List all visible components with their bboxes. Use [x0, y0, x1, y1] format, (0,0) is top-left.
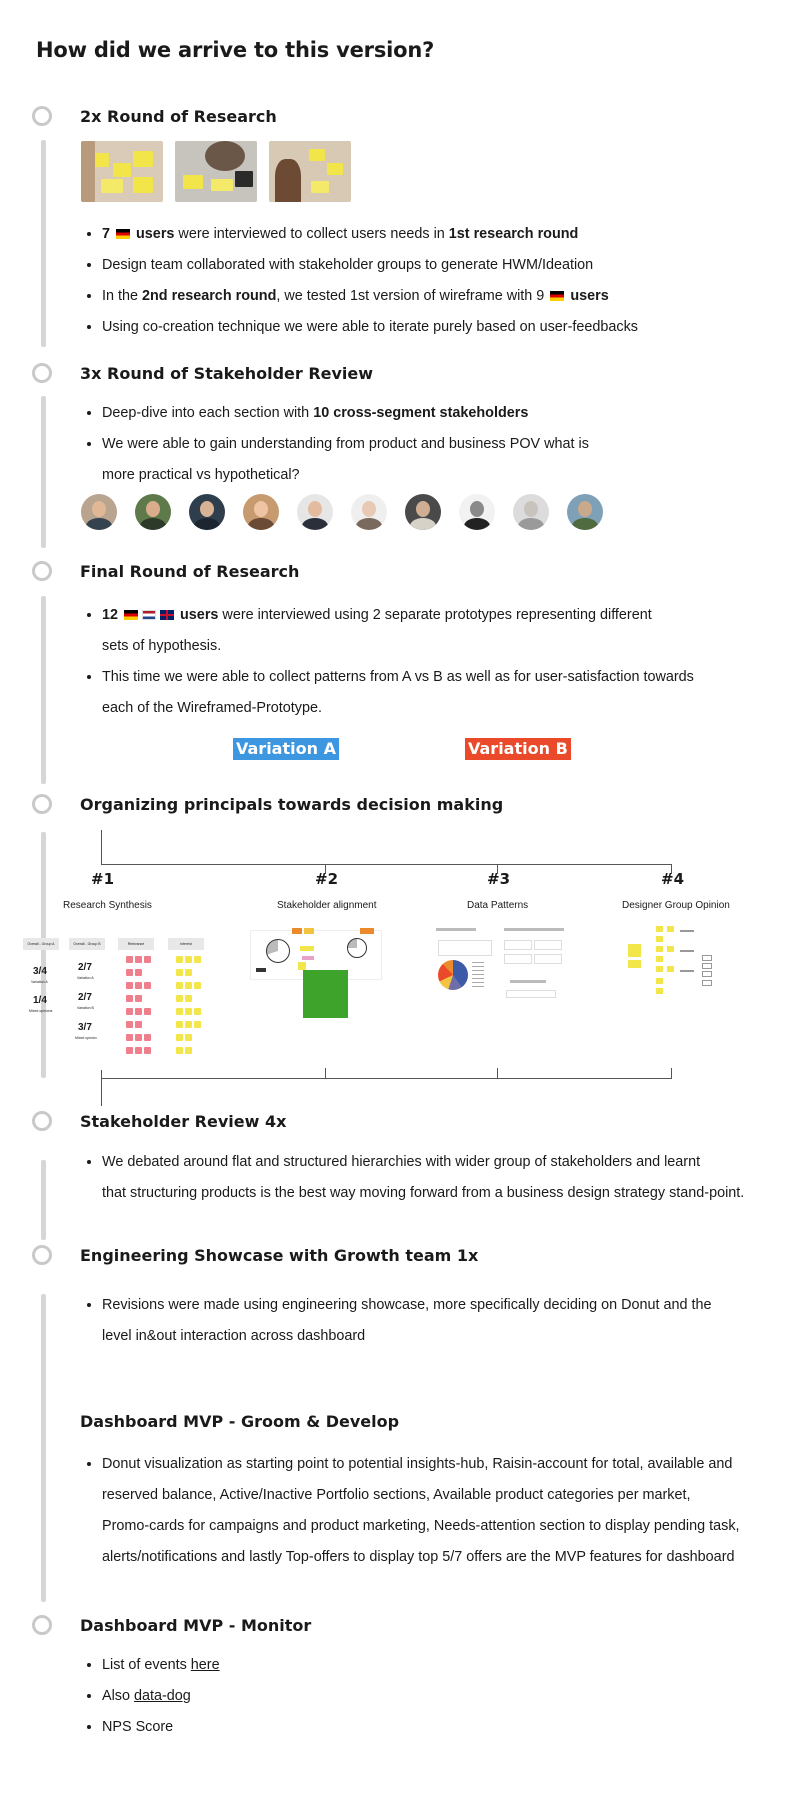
- step-label: Research Synthesis: [63, 900, 152, 911]
- research-photo-2: [175, 141, 257, 202]
- stakeholder-avatar: [135, 494, 171, 530]
- variation-a-label: Variation A: [233, 738, 339, 760]
- section-title: Final Round of Research: [80, 562, 300, 581]
- list-item: • Donut visualization as starting point to potential insights-hub, Raisin-account for total, available and reserved balance, Active/Inactive Portfolio sections, Available product categories per market, Promo-cards for campaigns and product marketing, Needs-attention section to display pending task, alerts/notifications and lastly Top-offers to display top 5/7 offers are the MVP features for dashboard: [102, 1449, 740, 1573]
- uk-flag-icon: [160, 610, 174, 620]
- timeline-node: [32, 363, 52, 383]
- sticky-note: [185, 1008, 192, 1015]
- timeline-segment: [41, 1294, 46, 1602]
- sticky-note: [144, 1047, 151, 1054]
- section-title: Dashboard MVP - Groom & Develop: [80, 1412, 400, 1431]
- step-label: Stakeholder alignment: [277, 900, 377, 911]
- timeline-node: [32, 1245, 52, 1265]
- synthesis-value-caption: Variation A: [77, 976, 94, 980]
- timeline-segment: [41, 396, 46, 548]
- list-item: • 7 users were interviewed to collect users needs in 1st research round: [102, 219, 638, 250]
- section-title: 3x Round of Stakeholder Review: [80, 364, 374, 383]
- bullet-list: [82, 1449, 740, 1573]
- sticky-note: [185, 1034, 192, 1041]
- sticky-note: [176, 956, 183, 963]
- bullet-list: [82, 1147, 744, 1209]
- process-bracket-line: [101, 1070, 102, 1106]
- synthesis-column-header: Relevance: [118, 938, 154, 950]
- section-title: 2x Round of Research: [80, 107, 277, 126]
- sticky-note: [176, 982, 183, 989]
- sticky-note: [135, 1047, 142, 1054]
- step-label: Designer Group Opinion: [622, 900, 730, 911]
- netherlands-flag-icon: [142, 610, 156, 620]
- sticky-note: [176, 1047, 183, 1054]
- sticky-note: [126, 969, 133, 976]
- timeline-node: [32, 1111, 52, 1131]
- synthesis-value-caption: Variation B: [77, 1006, 94, 1010]
- synthesis-value: 2/7: [78, 992, 92, 1003]
- timeline-segment: [41, 832, 46, 1078]
- stakeholder-avatar: [81, 494, 117, 530]
- process-bracket-line: [101, 1078, 672, 1079]
- sticky-note: [135, 1034, 142, 1041]
- sticky-note: [185, 995, 192, 1002]
- sticky-note: [176, 1008, 183, 1015]
- step-label: Data Patterns: [467, 900, 529, 911]
- section-title: Stakeholder Review 4x: [80, 1112, 287, 1131]
- sticky-note: [176, 995, 183, 1002]
- list-item: • We were able to gain understanding from product and business POV what is more practical vs hypothetical?: [102, 429, 589, 491]
- process-tick: [325, 1068, 326, 1078]
- bullet-list: [82, 1650, 220, 1743]
- list-item: • Revisions were made using engineering showcase, more specifically deciding on Donut and the level in&out interaction across dashboard: [102, 1290, 712, 1352]
- sticky-note: [126, 1034, 133, 1041]
- section-title: Dashboard MVP - Monitor: [80, 1616, 312, 1635]
- sticky-note: [194, 956, 201, 963]
- sticky-note: [194, 1021, 201, 1028]
- synthesis-value: 3/4: [33, 966, 47, 977]
- list-item: • Using co-creation technique we were able to iterate purely based on user-feedbacks: [102, 312, 638, 343]
- stakeholder-avatar: [405, 494, 441, 530]
- stakeholder-avatar: [243, 494, 279, 530]
- list-item: • This time we were able to collect patterns from A vs B as well as for user-satisfaction towards each of the Wireframed-Prototype.: [102, 662, 694, 724]
- sticky-note: [194, 982, 201, 989]
- stakeholder-avatar: [567, 494, 603, 530]
- timeline-segment: [41, 1160, 46, 1240]
- synthesis-column-header: Interest: [168, 938, 204, 950]
- sticky-note: [135, 995, 142, 1002]
- synthesis-value: 3/7: [78, 1022, 92, 1033]
- germany-flag-icon: [116, 229, 130, 239]
- germany-flag-icon: [550, 291, 564, 301]
- events-link[interactable]: here: [190, 1657, 220, 1673]
- list-item: • We debated around flat and structured hierarchies with wider group of stakeholders and learnt that structuring products is the best way moving forward from a business design strategy stand-point.: [102, 1147, 744, 1209]
- stakeholder-avatar: [351, 494, 387, 530]
- step-number: #1: [91, 870, 115, 888]
- list-item: • Deep-dive into each section with 10 cross-segment stakeholders: [102, 398, 589, 429]
- synthesis-value: 1/4: [33, 995, 47, 1006]
- stakeholder-avatar: [513, 494, 549, 530]
- sticky-note: [176, 1034, 183, 1041]
- data-pie-chart-icon: [438, 960, 468, 990]
- timeline-segment: [41, 140, 46, 347]
- process-bracket-line: [101, 864, 672, 865]
- process-tick: [671, 1068, 672, 1078]
- sticky-note: [185, 982, 192, 989]
- stakeholder-avatar: [459, 494, 495, 530]
- data-dog-link[interactable]: data-dog: [134, 1688, 191, 1704]
- sticky-note: [135, 1021, 142, 1028]
- bullet-list: [82, 600, 694, 724]
- sticky-note: [126, 1021, 133, 1028]
- sticky-note: [135, 1008, 142, 1015]
- section-title: Organizing principals towards decision making: [80, 795, 504, 814]
- page-title: How did we arrive to this version?: [36, 38, 435, 62]
- bullet-list: [82, 398, 589, 491]
- sticky-note: [185, 1047, 192, 1054]
- sticky-note: [185, 1021, 192, 1028]
- timeline-node: [32, 794, 52, 814]
- stakeholder-avatar: [297, 494, 333, 530]
- step-number: #3: [487, 870, 511, 888]
- sticky-note: [176, 969, 183, 976]
- list-item: • Design team collaborated with stakeholder groups to generate HWM/Ideation: [102, 250, 638, 281]
- list-item: • List of events here: [102, 1650, 220, 1681]
- sticky-note: [135, 956, 142, 963]
- synthesis-column-header: Overall - Group B: [69, 938, 105, 950]
- timeline-node: [32, 1615, 52, 1635]
- sticky-note: [176, 1021, 183, 1028]
- list-item: • In the 2nd research round, we tested 1st version of wireframe with 9 users: [102, 281, 638, 312]
- list-item: • NPS Score: [102, 1712, 220, 1743]
- pie-sketch-icon: [266, 939, 290, 963]
- alignment-note-card: [303, 970, 348, 1018]
- germany-flag-icon: [124, 610, 138, 620]
- synthesis-column-header: Overall - Group A: [23, 938, 59, 950]
- sticky-note: [144, 956, 151, 963]
- pie-sketch-icon: [347, 938, 367, 958]
- timeline-node: [32, 561, 52, 581]
- sticky-note: [126, 995, 133, 1002]
- sticky-note: [194, 1008, 201, 1015]
- synthesis-value-caption: Variation A: [31, 980, 48, 984]
- synthesis-value-caption: Mixed opinions: [29, 1009, 53, 1013]
- sticky-note: [126, 1047, 133, 1054]
- synthesis-value: 2/7: [78, 962, 92, 973]
- sticky-note: [144, 982, 151, 989]
- list-item: • Also data-dog: [102, 1681, 220, 1712]
- timeline-node: [32, 106, 52, 126]
- sticky-note: [135, 982, 142, 989]
- process-tick: [497, 1068, 498, 1078]
- step-number: #4: [661, 870, 685, 888]
- sticky-note: [126, 982, 133, 989]
- variation-b-label: Variation B: [465, 738, 571, 760]
- sticky-note: [144, 1008, 151, 1015]
- stakeholder-avatar: [189, 494, 225, 530]
- section-title: Engineering Showcase with Growth team 1x: [80, 1246, 479, 1265]
- sticky-note: [185, 969, 192, 976]
- step-number: #2: [315, 870, 339, 888]
- bullet-list: [82, 1290, 712, 1352]
- sticky-note: [185, 956, 192, 963]
- sticky-note: [126, 956, 133, 963]
- research-photo-1: [81, 141, 163, 202]
- synthesis-value-caption: Mixed opinion: [75, 1036, 97, 1040]
- research-photo-3: [269, 141, 351, 202]
- sticky-note: [135, 969, 142, 976]
- list-item: • 12 users were interviewed using 2 separate prototypes representing different sets of hypothesis.: [102, 600, 694, 662]
- sticky-note: [126, 1008, 133, 1015]
- bullet-list: [82, 219, 638, 343]
- timeline-segment: [41, 596, 46, 784]
- process-bracket-line: [101, 830, 102, 865]
- sticky-note: [144, 1034, 151, 1041]
